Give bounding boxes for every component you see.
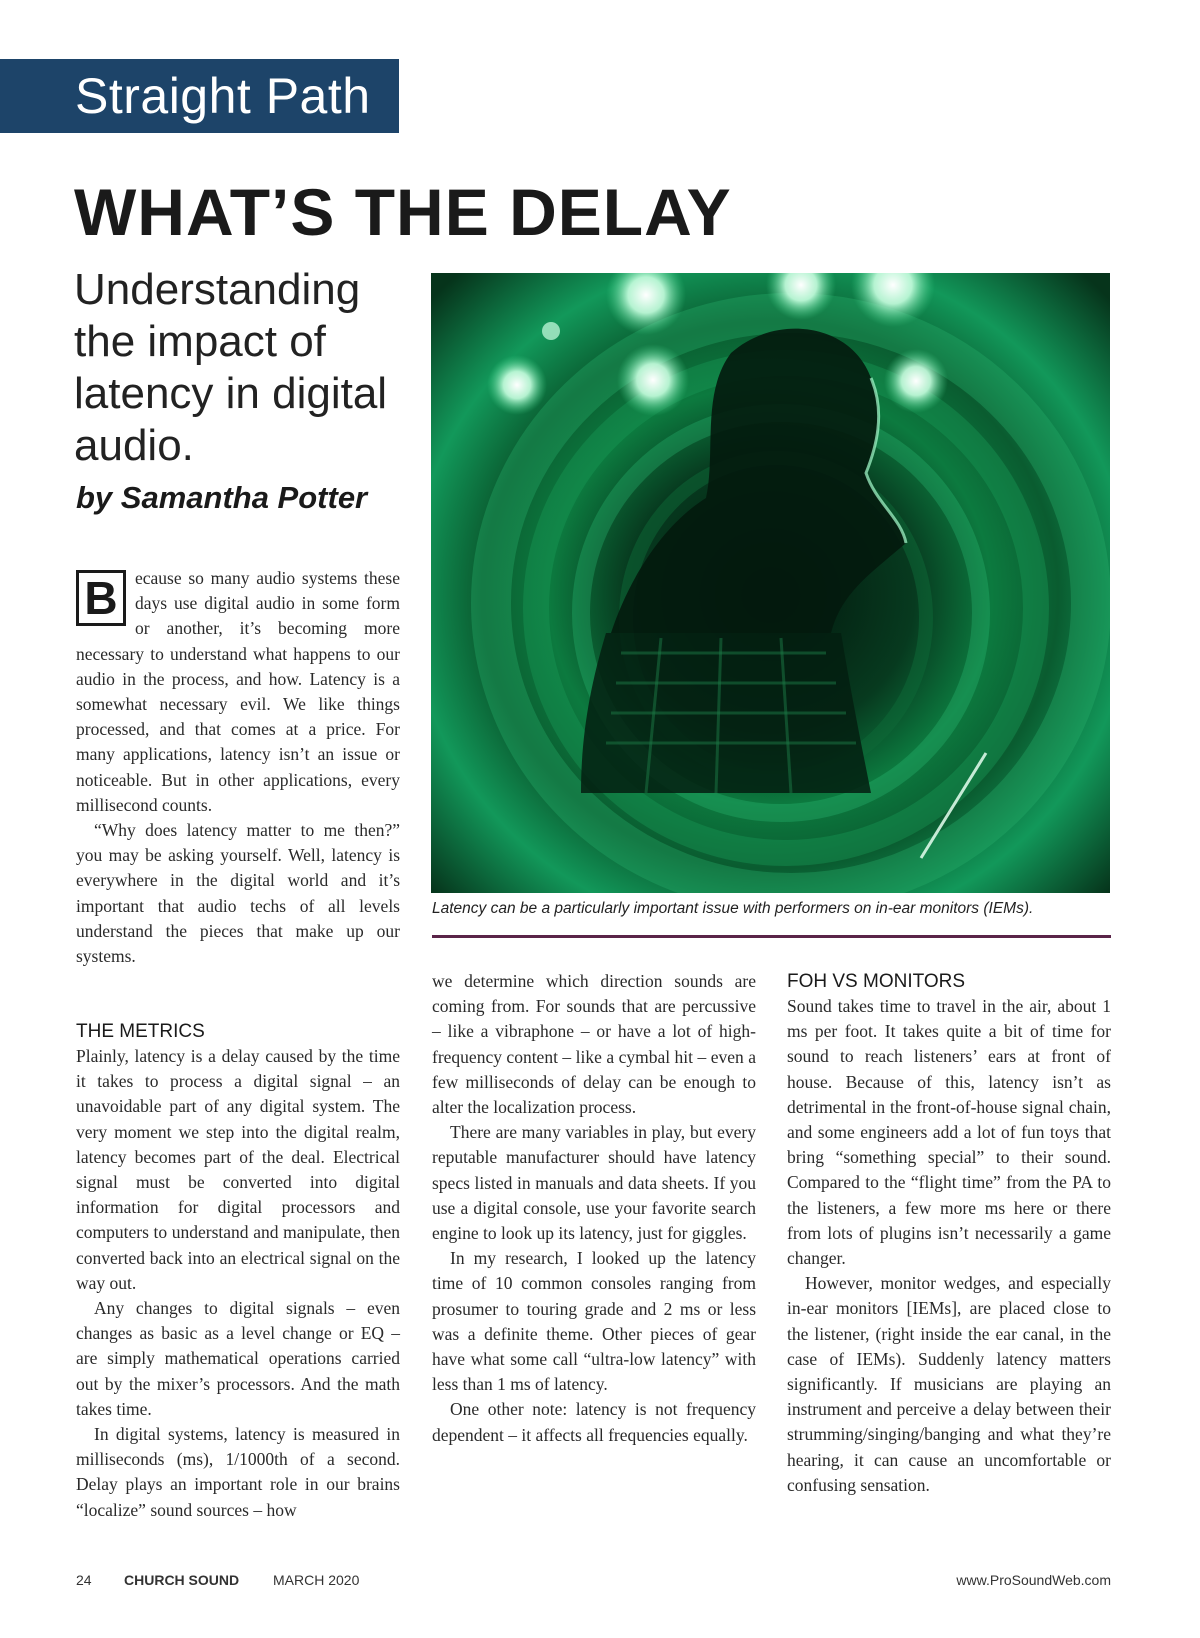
feature-photo — [431, 273, 1110, 893]
paragraph-intro-text: ecause so many audio systems these days use digital audio in some form or another, it’s becoming more necessary to understand what happens to our audio in the process, and how. Latency is a somewhat necessary evil. We like things processed, and that comes at a price. For many applications, latency isn’t an issue or noticeable. But in other applications, every millisecond counts. — [76, 568, 400, 815]
paragraph: “Why does latency matter to me then?” you may be asking yourself. Well, latency is everywhere in the digital world and it’s important that audio techs of all levels understand the pieces that make up our systems. — [76, 820, 400, 967]
section-heading-metrics: THE METRICS — [76, 1021, 205, 1042]
article-headline: WHAT’S THE DELAY — [74, 175, 732, 249]
issue-date: MARCH 2020 — [273, 1572, 360, 1588]
publication-name: CHURCH SOUND — [124, 1572, 240, 1588]
photo-illustration — [431, 273, 1110, 893]
section-kicker: Straight Path — [0, 59, 399, 133]
drop-cap: B — [76, 570, 126, 626]
article-byline: by Samantha Potter — [76, 480, 368, 515]
page-number: 24 — [76, 1572, 92, 1588]
paragraph: Plainly, latency is a delay caused by the time it takes to process a digital signal – an unavoidable part of any digital system. The very moment we step into the digital realm, latency becomes part of the deal. Electrical signal must be converted into digital information for digital processors and computers to understand and manipulate, then converted back into an electrical signal on the way out. — [76, 1046, 400, 1293]
caption-divider — [432, 935, 1111, 938]
website-link[interactable]: www.ProSoundWeb.com — [956, 1572, 1111, 1588]
paragraph: In digital systems, latency is measured in milliseconds (ms), 1/1000th of a second. Delay plays an important role in our brains “localize” sound sources – how — [76, 1424, 400, 1520]
paragraph: There are many variables in play, but every reputable manufacturer should have latency specs listed in manuals and data sheets. If you use a digital console, use your favorite search engine to look up its latency, just for giggles. — [432, 1122, 756, 1244]
article-deck: Understanding the impact of latency in digital audio. — [74, 265, 388, 470]
section-heading-foh: FOH VS MONITORS — [787, 971, 966, 992]
article-column-1-continued — [76, 1019, 400, 1523]
paragraph: In my research, I looked up the latency time of 10 common consoles ranging from prosumer to touring grade and 2 ms or less was a definite theme. Other pieces of gear have what some call “ultra-low latency” with less than 1 ms of latency. — [432, 1248, 756, 1395]
paragraph: One other note: latency is not frequency dependent – it affects all frequencies equally. — [432, 1399, 756, 1445]
paragraph: we determine which direction sounds are coming from. For sounds that are percussive – like a vibraphone – or have a lot of high-frequency content – like a cymbal hit – even a few milliseconds of delay can be enough to alter the localization process. — [432, 971, 756, 1118]
paragraph: Sound takes time to travel in the air, about 1 ms per foot. It takes quite a bit of time for sound to reach listeners’ ears at front of house. Because of this, latency isn’t as detrimental in the front-of-house signal chain, and some engineers add a lot of fun toys that bring “something special” to their sound. Compared to the “flight time” from the PA to the listeners, a few more ms here or there from lots of plugins isn’t necessarily a game changer. — [787, 996, 1111, 1269]
paragraph: Any changes to digital signals – even changes as basic as a level change or EQ – are simply mathematical operations carried out by the mixer’s processors. And the math takes time. — [76, 1298, 400, 1419]
article-column-2 — [432, 969, 756, 1448]
photo-caption: Latency can be a particularly important issue with performers on in-ear monitors (IEMs). — [432, 900, 1034, 917]
article-column-3 — [787, 969, 1111, 1498]
article-column-1 — [76, 566, 400, 969]
paragraph-intro — [76, 566, 400, 818]
paragraph: However, monitor wedges, and especially in-ear monitors [IEMs], are placed close to the listener, (right inside the ear canal, in the case of IEMs). Suddenly latency matters significantly. If musicians are playing an instrument and perceive a delay between their strumming/singing/banging and what they’re hearing, it can cause an uncomfortable or confusing sensation. — [787, 1273, 1111, 1495]
